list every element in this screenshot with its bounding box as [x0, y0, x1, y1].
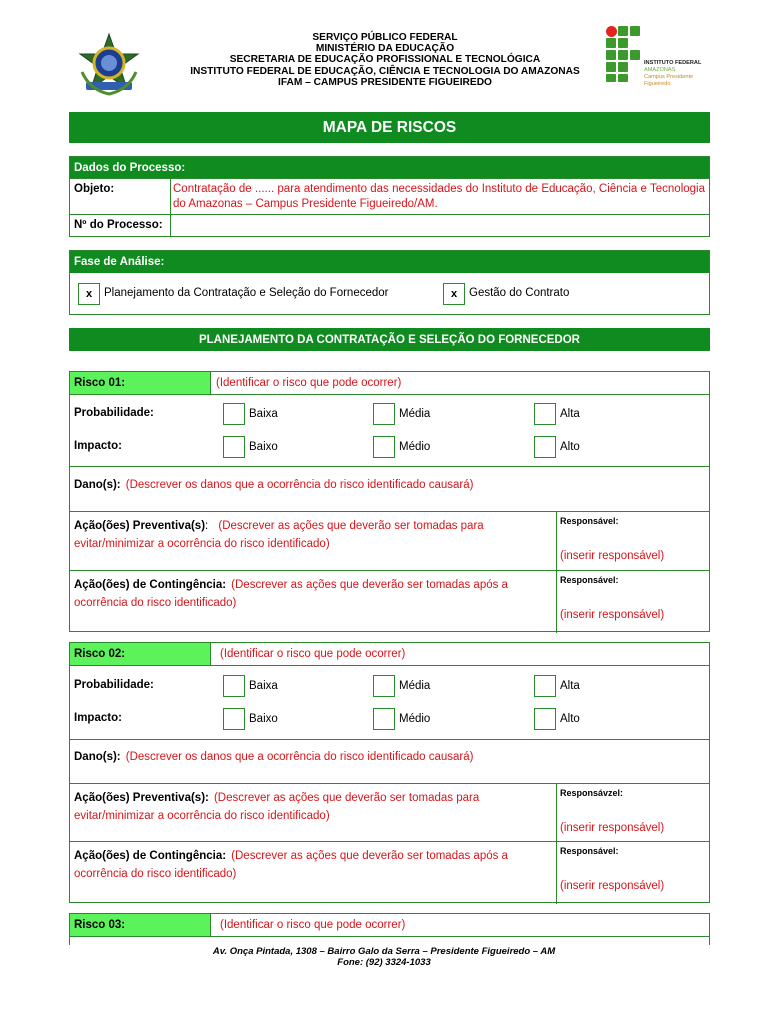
risk-02-preventive-text-cell[interactable]: Ação(ões) Preventiva(s): (Descrever as ações que deverão ser tomadas para evitar/minimizar a ocorrência do risco identificado): [74, 792, 480, 822]
risk-02-impact-baixo[interactable]: Baixo: [223, 708, 278, 730]
header-line-2: MINISTÉRIO DA EDUCAÇÃO: [315, 43, 455, 55]
risk-01-contingency-text: (Descrever as ações que deverão ser tomadas após a: [231, 579, 508, 591]
risk-01-impact-baixo[interactable]: Baixo: [223, 436, 278, 458]
risk-02-damage-row[interactable]: [70, 739, 709, 783]
header-line-4: INSTITUTO FEDERAL DE EDUCAÇÃO, CIÊNCIA E TECNOLOGIA DO AMAZONAS: [190, 65, 580, 77]
checkbox-icon: [223, 708, 245, 730]
checkbox-icon: [534, 708, 556, 730]
risk-01-contingency-text-cell[interactable]: Ação(ões) de Contingência: (Descrever as ações que deverão ser tomadas após a ocorrência do risco identificado): [74, 579, 508, 609]
risk-01-preventive-text-cell[interactable]: Ação(ões) Preventiva(s): (Descrever as ações que deverão ser tomadas para evitar/minimizar a ocorrência do risco identificado): [74, 520, 484, 550]
risk-02-prob-alta[interactable]: Alta: [534, 675, 580, 697]
checkbox-icon: [534, 675, 556, 697]
risk-01-prob-alta[interactable]: Alta: [534, 403, 580, 425]
risk-02-contingency-label: Ação(ões) de Contingência:: [74, 850, 227, 862]
checkbox-icon: [223, 436, 245, 458]
header-line-1: SERVIÇO PÚBLICO FEDERAL: [312, 32, 458, 43]
risk-02-probability-label: Probabilidade:: [74, 679, 154, 691]
ifam-logo: [606, 26, 716, 90]
risk-01-header: [70, 372, 709, 394]
risk-01-preventive-row: [70, 511, 709, 570]
risk-01-damage-label: Dano(s):: [74, 479, 121, 491]
header-line-5: IFAM – CAMPUS PRESIDENTE FIGUEIREDO: [278, 76, 492, 88]
risk-02-damage-label: Dano(s):: [74, 751, 121, 763]
risk-01-damage-row[interactable]: [70, 466, 709, 511]
risk-02-header: [70, 643, 709, 665]
risk-02-prob-media[interactable]: Média: [373, 675, 430, 697]
risk-02-identify[interactable]: (Identificar o risco que pode ocorrer): [220, 648, 406, 660]
ifam-logo-icon: [606, 26, 640, 82]
process-number-row: [70, 214, 709, 237]
phase-planning-checkbox[interactable]: x: [78, 283, 100, 305]
risk-01-preventive-responsible-label: Responsável:: [560, 516, 619, 526]
risk-01-preventive-responsible-value[interactable]: (inserir responsável): [560, 550, 665, 562]
risk-02-damage-text: (Descrever os danos que a ocorrência do risco identificado causará): [125, 751, 474, 763]
process-number-input[interactable]: [173, 219, 703, 241]
risk-02-ratings: [70, 665, 709, 739]
process-data-header: Dados do Processo:: [70, 157, 709, 178]
footer-address: Av. Onça Pintada, 1308 – Bairro Galo da Serra – Presidente Figueiredo – AM: [212, 946, 556, 957]
risk-01-damage-text: (Descrever os danos que a ocorrência do risco identificado causará): [125, 479, 474, 491]
phase-planning-label: Planejamento da Contratação e Seleção do Fornecedor: [104, 287, 389, 299]
risk-02-impact-label: Impacto:: [74, 712, 122, 724]
risk-01-preventive-text: (Descrever as ações que deverão ser tomadas para: [218, 520, 484, 532]
page-title: MAPA DE RISCOS: [69, 112, 710, 143]
checkbox-icon: [373, 403, 395, 425]
checkbox-icon: [373, 436, 395, 458]
risk-02-impact-alto[interactable]: Alto: [534, 708, 580, 730]
risk-01-prob-baixa[interactable]: Baixa: [223, 403, 278, 425]
checkbox-icon: [534, 403, 556, 425]
document-footer: [0, 946, 768, 968]
risk-02-contingency-row: [70, 841, 709, 904]
risk-02-impact-medio[interactable]: Médio: [373, 708, 430, 730]
risk-01-contingency-label: Ação(ões) de Contingência:: [74, 579, 227, 591]
checkbox-icon: [534, 436, 556, 458]
phase-contract-checkbox[interactable]: x: [443, 283, 465, 305]
risk-01-contingency-responsible-label: Responsável:: [560, 575, 619, 585]
risk-03-identify[interactable]: (Identificar o risco que pode ocorrer): [220, 919, 406, 931]
checkbox-icon: [223, 675, 245, 697]
risk-02-label: Risco 02:: [70, 643, 211, 665]
risk-01-label: Risco 01:: [70, 372, 211, 394]
process-number-label: Nº do Processo:: [74, 219, 163, 231]
risk-01-impact-alto[interactable]: Alto: [534, 436, 580, 458]
risk-01-contingency-responsible-value[interactable]: (inserir responsável): [560, 609, 665, 621]
header-text: [170, 32, 600, 88]
objeto-row: [70, 178, 709, 214]
process-data-box: [69, 156, 710, 237]
risk-02-preventive-row: [70, 783, 709, 841]
risk-01-impact-medio[interactable]: Médio: [373, 436, 430, 458]
brazil-coat-of-arms-icon: [76, 32, 142, 98]
risk-02-preventive-text: (Descrever as ações que deverão ser tomadas para: [213, 792, 480, 804]
risk-02-contingency-text: (Descrever as ações que deverão ser tomadas após a: [231, 850, 508, 862]
phase-contract-label: Gestão do Contrato: [469, 287, 570, 299]
checkbox-icon: [373, 708, 395, 730]
footer-phone: Fone: (92) 3324-1033: [337, 957, 431, 968]
risk-02-contingency-responsible-value[interactable]: (inserir responsável): [560, 880, 665, 892]
section-title: PLANEJAMENTO DA CONTRATAÇÃO E SELEÇÃO DO FORNECEDOR: [69, 328, 710, 351]
checkbox-icon: [373, 675, 395, 697]
analysis-phase-header: Fase de Análise:: [70, 251, 709, 273]
risk-02-prob-baixa[interactable]: Baixa: [223, 675, 278, 697]
risk-03-box: [69, 913, 710, 945]
document-header: [0, 22, 768, 102]
risk-02-contingency-text-cell[interactable]: Ação(ões) de Contingência: (Descrever as ações que deverão ser tomadas após a ocorrência do risco identificado): [74, 850, 508, 880]
header-line-3: SECRETARIA DE EDUCAÇÃO PROFISSIONAL E TECNOLÓGICA: [229, 54, 541, 66]
risk-01-ratings: [70, 394, 709, 466]
risk-02-preventive-label: Ação(ões) Preventiva(s):: [74, 792, 209, 804]
risk-03-label: Risco 03:: [70, 914, 211, 936]
checkbox-icon: [223, 403, 245, 425]
risk-02-box: [69, 642, 710, 903]
risk-01-impact-label: Impacto:: [74, 440, 122, 452]
risk-02-contingency-responsible-label: Responsável:: [560, 846, 619, 856]
risk-01-prob-media[interactable]: Média: [373, 403, 430, 425]
risk-01-probability-label: Probabilidade:: [74, 407, 154, 419]
risk-01-preventive-label: Ação(ões) Preventiva(s): [74, 520, 206, 532]
risk-01-box: [69, 371, 710, 632]
risk-01-identify[interactable]: (Identificar o risco que pode ocorrer): [216, 377, 402, 389]
objeto-value[interactable]: Contratação de ...... para atendimento das necessidades do Instituto de Educação, Ciência e Tecnologia do Amazonas – Campus Presidente Figueiredo/AM.: [173, 183, 705, 210]
analysis-phase-box: [69, 250, 710, 315]
risk-01-contingency-row: [70, 570, 709, 633]
objeto-label: Objeto:: [74, 183, 115, 195]
ifam-logo-text: INSTITUTO FEDERAL AMAZONAS Campus Presidente Figueiredo: [644, 60, 702, 87]
risk-02-preventive-responsible-value[interactable]: (inserir responsável): [560, 822, 665, 834]
risk-03-header: [70, 914, 709, 936]
risk-02-preventive-responsible-label: Responsávzel:: [560, 788, 624, 798]
